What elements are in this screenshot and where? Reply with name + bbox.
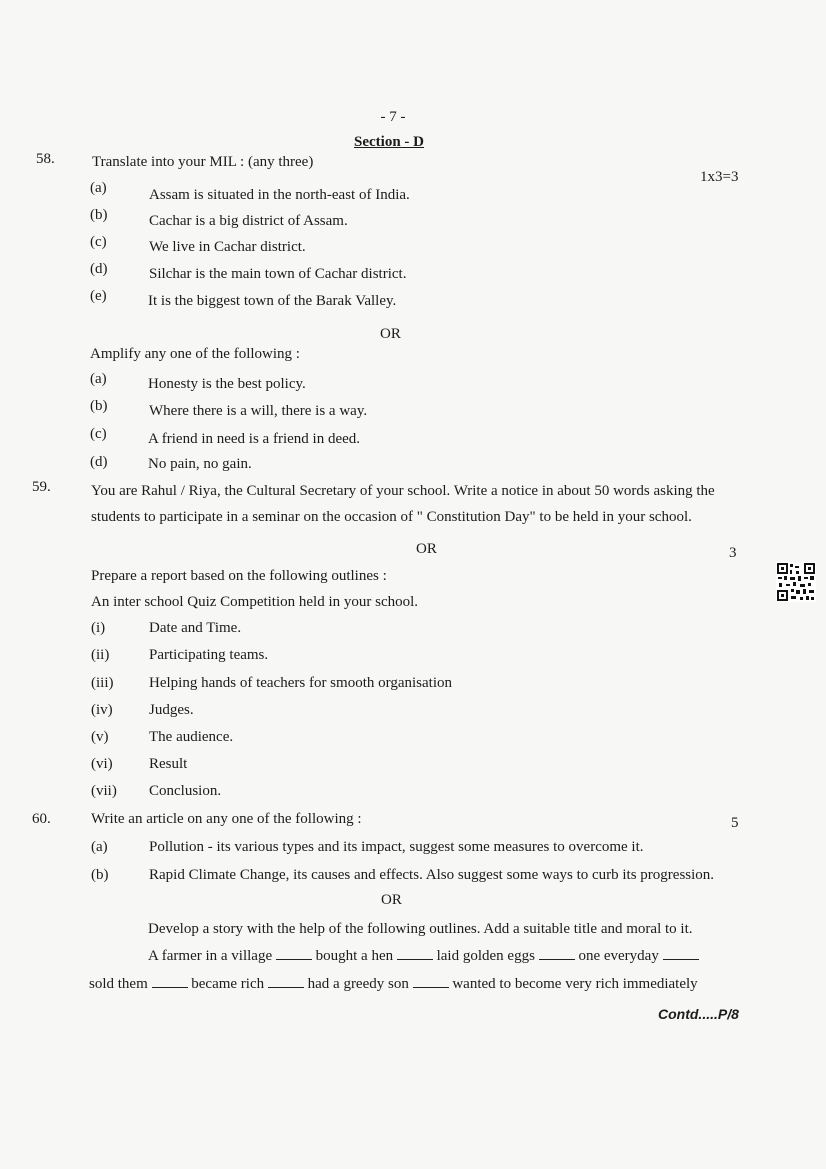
item-text: Result <box>149 756 188 772</box>
continuation-note: Contd.....P/8 <box>658 1006 739 1022</box>
item-text: Date and Time. <box>149 620 242 636</box>
story-cue: bought a hen <box>315 948 394 964</box>
item-label: (b) <box>91 867 109 883</box>
question-prompt: Translate into your MIL : (any three) <box>92 154 314 170</box>
item-text: Conclusion. <box>149 783 222 799</box>
item-text: It is the biggest town of the Barak Valley. <box>148 293 397 309</box>
question-prompt: Prepare a report based on the following outlines : <box>91 568 387 584</box>
item-text: Helping hands of teachers for smooth organisation <box>149 675 452 691</box>
item-text: Where there is a will, there is a way. <box>149 403 368 419</box>
story-outline-line-2 <box>89 975 741 993</box>
question-prompt: Amplify any one of the following : <box>90 346 300 362</box>
answer-blank <box>268 975 304 988</box>
answer-blank <box>276 947 312 960</box>
story-outline-line-1 <box>148 947 699 965</box>
question-text: An inter school Quiz Competition held in your school. <box>91 594 419 610</box>
answer-blank <box>152 975 188 988</box>
item-text: Honesty is the best policy. <box>148 376 306 392</box>
item-text: Pollution - its various types and its impact, suggest some measures to overcome it. <box>149 839 644 855</box>
story-cue: A farmer in a village <box>148 948 273 964</box>
or-divider: OR <box>381 892 402 908</box>
question-number: 60. <box>32 811 51 827</box>
question-text: students to participate in a seminar on the occasion of " Constitution Day" to be held in your school. <box>91 509 692 525</box>
question-number: 58. <box>36 151 55 167</box>
item-label: (i) <box>91 620 106 636</box>
or-divider: OR <box>380 326 401 342</box>
item-label: (e) <box>90 288 107 304</box>
item-label: (a) <box>90 371 107 387</box>
item-label: (c) <box>90 426 107 442</box>
item-label: (vi) <box>91 756 113 772</box>
item-label: (vii) <box>91 783 117 799</box>
story-cue: one everyday <box>578 948 659 964</box>
marks: 1x3=3 <box>700 169 739 185</box>
question-text: You are Rahul / Riya, the Cultural Secretary of your school. Write a notice in about 50 words asking the <box>91 483 715 499</box>
item-label: (a) <box>90 180 107 196</box>
item-text: No pain, no gain. <box>148 456 252 472</box>
story-cue: had a greedy son <box>307 976 409 992</box>
question-prompt: Develop a story with the help of the following outlines. Add a suitable title and moral to it. <box>148 921 693 937</box>
item-text: A friend in need is a friend in deed. <box>148 431 361 447</box>
story-cue: wanted to become very rich immediately <box>452 976 698 992</box>
item-label: (iv) <box>91 702 113 718</box>
item-label: (ii) <box>91 647 110 663</box>
item-label: (iii) <box>91 675 114 691</box>
item-label: (v) <box>91 729 109 745</box>
page-number: - 7 - <box>380 109 406 125</box>
answer-blank <box>397 947 433 960</box>
item-text: Judges. <box>149 702 194 718</box>
item-label: (b) <box>90 398 108 414</box>
story-cue: laid golden eggs <box>436 948 535 964</box>
item-text: Participating teams. <box>149 647 269 663</box>
item-text: Cachar is a big district of Assam. <box>149 213 348 229</box>
marks: 5 <box>731 815 739 831</box>
item-text: The audience. <box>149 729 234 745</box>
or-divider: OR <box>416 541 437 557</box>
story-cue: became rich <box>191 976 265 992</box>
item-text: Assam is situated in the north-east of India. <box>149 187 410 203</box>
question-prompt: Write an article on any one of the following : <box>91 811 362 827</box>
section-title: Section - D <box>354 134 424 150</box>
item-label: (a) <box>91 839 108 855</box>
item-label: (b) <box>90 207 108 223</box>
item-text: We live in Cachar district. <box>149 239 306 255</box>
answer-blank <box>663 947 699 960</box>
question-number: 59. <box>32 479 51 495</box>
item-text: Rapid Climate Change, its causes and effects. Also suggest some ways to curb its progression. <box>149 867 715 883</box>
story-cue: sold them <box>89 976 148 992</box>
item-text: Silchar is the main town of Cachar district. <box>149 266 407 282</box>
item-label: (d) <box>90 261 108 277</box>
item-label: (d) <box>90 454 108 470</box>
item-label: (c) <box>90 234 107 250</box>
answer-blank <box>539 947 575 960</box>
marks: 3 <box>729 545 737 561</box>
qr-code-icon <box>776 562 816 602</box>
answer-blank <box>413 975 449 988</box>
